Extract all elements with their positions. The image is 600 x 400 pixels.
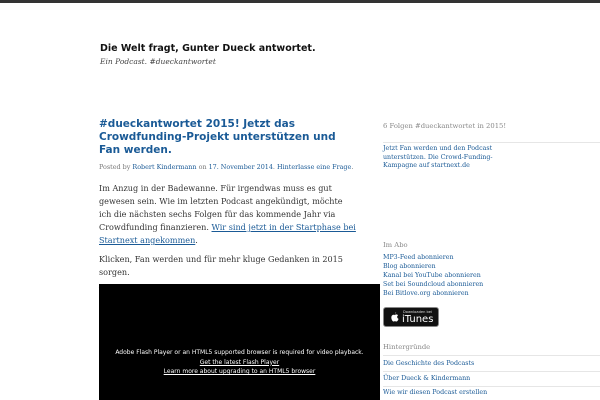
meta-posted-by: Posted by: [99, 163, 131, 171]
abo-link-youtube[interactable]: Kanal bei YouTube abonnieren: [383, 272, 481, 279]
meta-on: on: [198, 163, 207, 171]
divider: [383, 371, 600, 372]
meta-end: .: [351, 163, 354, 171]
itunes-small-label: Downloaden bei: [403, 310, 432, 314]
promo-heading: 6 Folgen #dueckantwortet in 2015!: [383, 122, 507, 130]
divider: [383, 386, 600, 387]
divider: [383, 142, 600, 143]
top-bar: [0, 0, 600, 3]
promo-link[interactable]: Jetzt Fan werden und den Podcast unterstützen. Die Crowd-Funding-Kampagne auf startnext.de: [383, 145, 493, 169]
post-content: [99, 118, 357, 297]
abo-link-mp3-feed[interactable]: MP3-Feed abonnieren: [383, 254, 454, 261]
abo-link-bitlove[interactable]: Bei Bitlove.org abonnieren: [383, 290, 469, 297]
abo-heading: Im Abo: [383, 241, 408, 249]
paragraph1-text: Im Anzug in der Badewanne. Für irgendwas muss es gut gewesen sein. Wie im letzten Podcast angekündigt, möchte ich die nächsten sechs Folgen für das kommende Jahr via Crowdfunding finanzieren.: [99, 183, 343, 232]
post-paragraph: Klicken, Fan werden und für mehr kluge Gedanken in 2015 sorgen.: [99, 254, 343, 277]
startnext-phase-link[interactable]: Wir sind jetzt in der Startphase bei Startnext angekommen: [99, 222, 356, 245]
apple-icon: [390, 312, 399, 323]
site-title[interactable]: Die Welt fragt, Gunter Dueck antwortet.: [100, 43, 316, 54]
itunes-label: iTunes: [402, 314, 434, 325]
meta-separator: .: [272, 163, 275, 171]
itunes-badge[interactable]: [383, 307, 439, 327]
post-title[interactable]: #dueckantwortet 2015! Jetzt das Crowdfunding-Projekt unterstützen und Fan werden.: [99, 118, 336, 156]
background-link-history[interactable]: Die Geschichte des Podcasts: [383, 360, 475, 367]
background-heading: Hintergründe: [383, 343, 431, 351]
author-link[interactable]: Robert Kindermann: [132, 163, 197, 171]
comment-link[interactable]: Hinterlasse eine Frage: [277, 163, 352, 171]
abo-link-soundcloud[interactable]: Set bei Soundcloud abonnieren: [383, 281, 484, 288]
html5-upgrade-link[interactable]: Learn more about upgrading to an HTML5 browser: [163, 368, 316, 375]
post-paragraph: [99, 182, 357, 247]
post-meta: [99, 163, 357, 171]
divider: [383, 355, 600, 356]
site-description: Ein Podcast. #dueckantwortet: [100, 57, 216, 66]
paragraph1-end: .: [195, 235, 198, 245]
date-link[interactable]: 17. November 2014: [208, 163, 273, 171]
background-link-about[interactable]: Über Dueck & Kindermann: [383, 375, 471, 382]
player-message-text: Adobe Flash Player or an HTML5 supported browser is required for video playback.: [115, 349, 364, 356]
player-message: [99, 348, 380, 377]
flash-player-link[interactable]: Get the latest Flash Player: [199, 358, 280, 366]
abo-link-blog[interactable]: Blog abonnieren: [383, 263, 436, 270]
video-player[interactable]: [99, 284, 380, 400]
background-link-how-we-make[interactable]: Wie wir diesen Podcast erstellen: [383, 389, 488, 396]
